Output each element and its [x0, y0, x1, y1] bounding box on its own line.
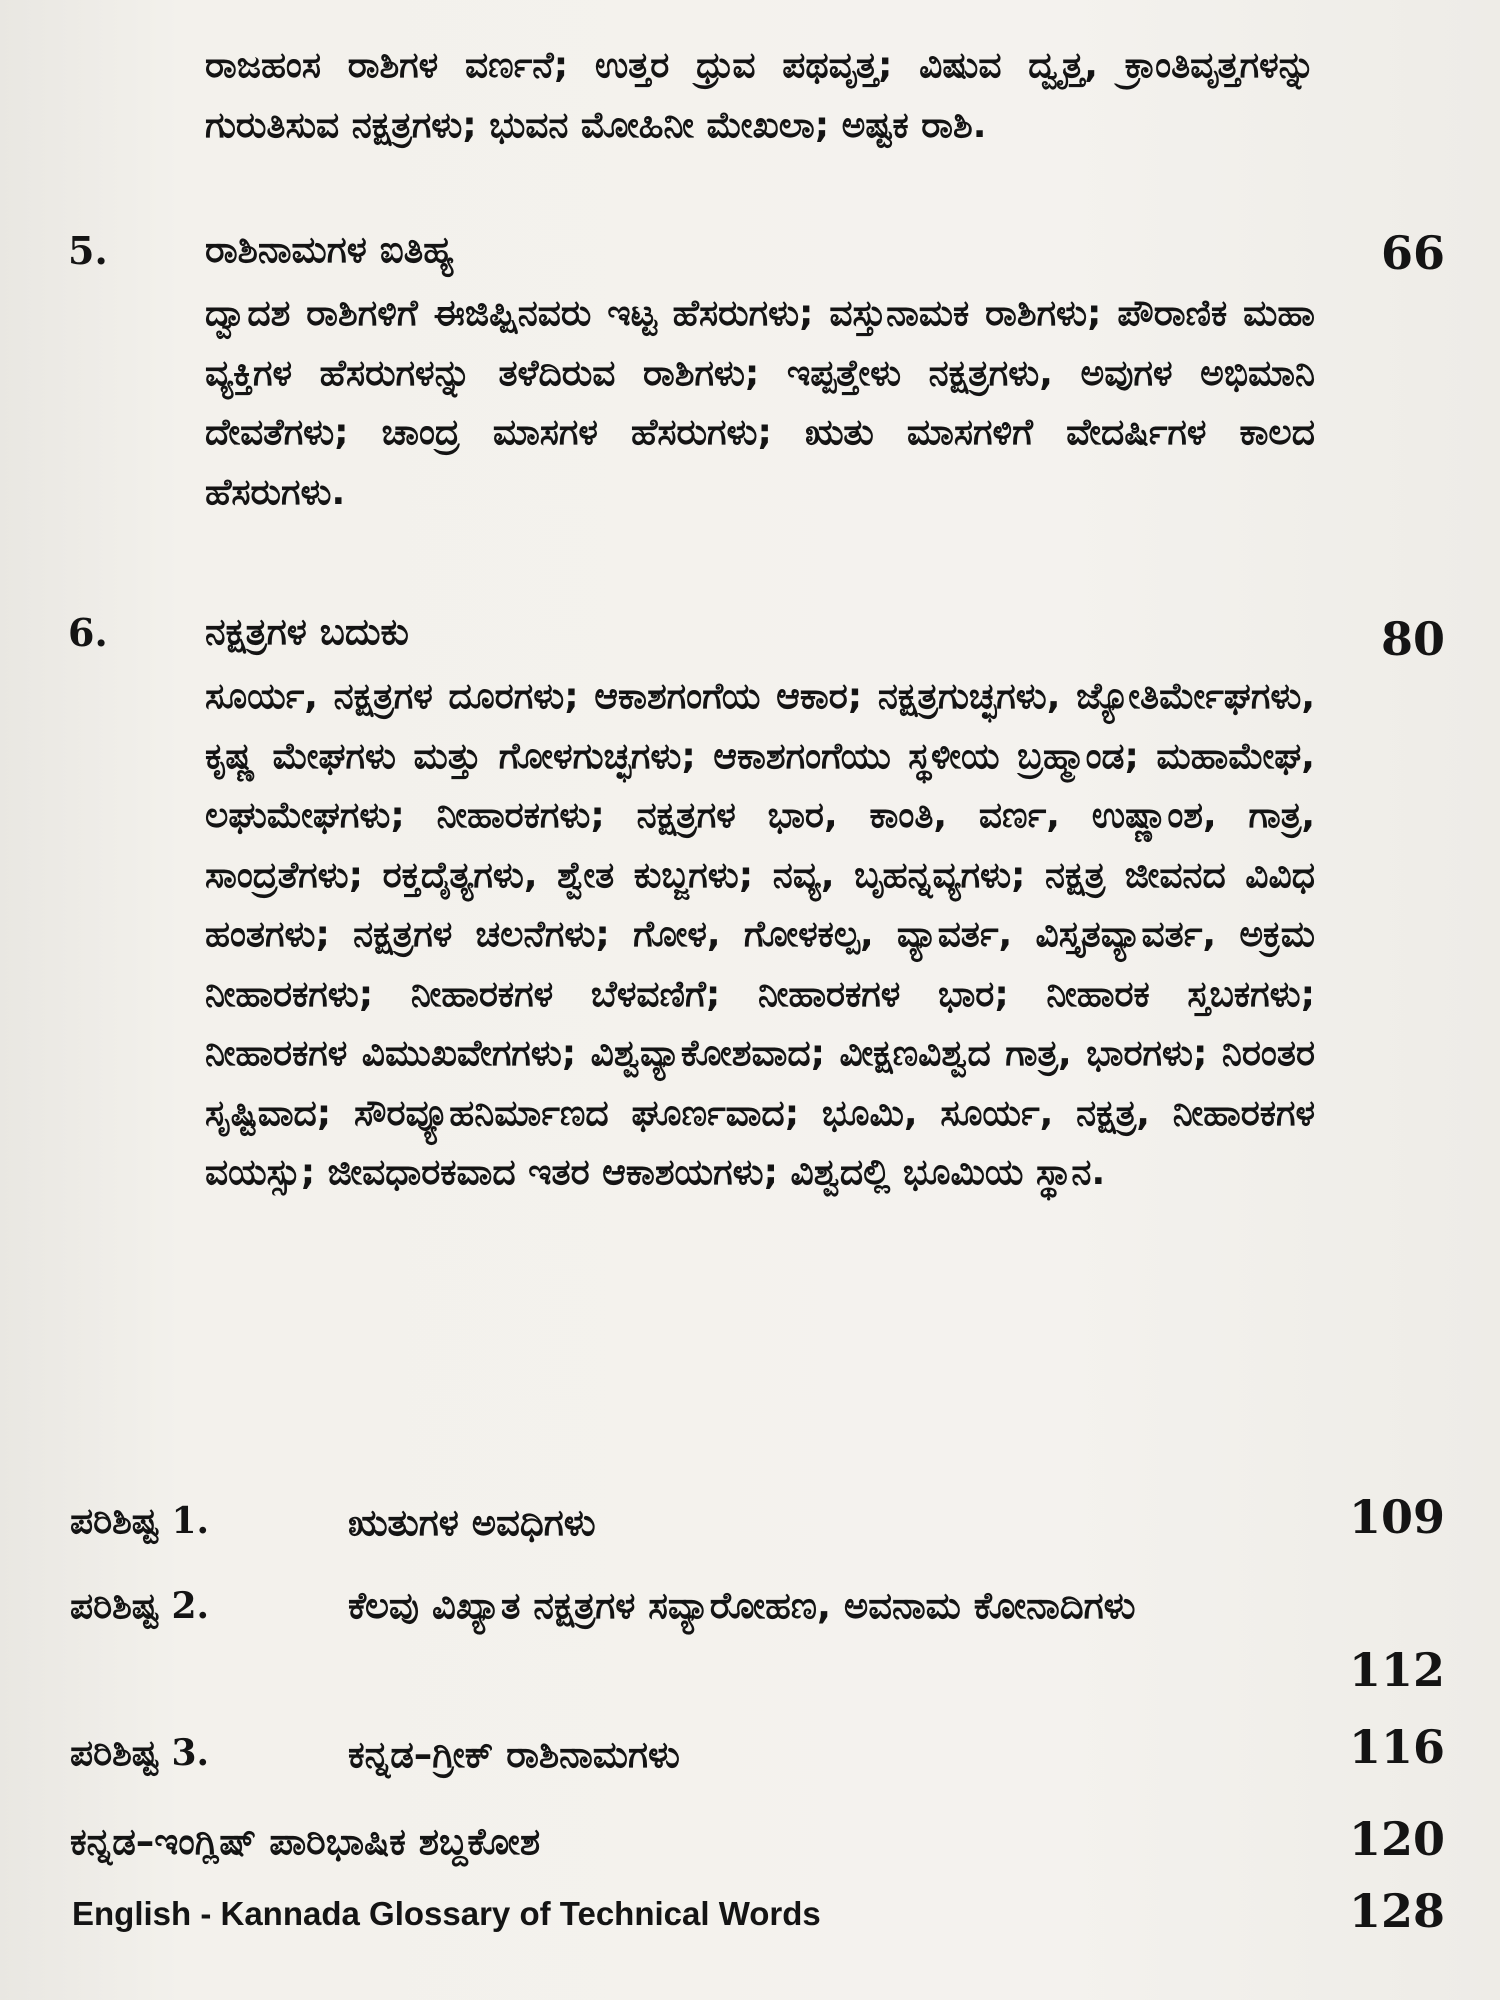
appendix-2-label-number: 2. [171, 1585, 210, 1627]
appendix-3-title: ಕನ್ನಡ–ಗ್ರೀಕ್ ರಾಶಿನಾಮಗಳು [348, 1733, 680, 1776]
chapter-5-title: ರಾಶಿನಾಮಗಳ ಐತಿಹ್ಯ [205, 228, 455, 271]
appendix-1-label-number: 1. [171, 1500, 210, 1542]
appendix-2-page: 112 [1348, 1643, 1445, 1697]
appendix-3-label-word: ಪರಿಶಿಷ್ಟ [70, 1733, 159, 1774]
appendix-2-label [70, 1585, 209, 1628]
glossary-kannada-english-title: ಕನ್ನಡ–ಇಂಗ್ಲಿಷ್ ಪಾರಿಭಾಷಿಕ ಶಬ್ದಕೋಶ [70, 1820, 541, 1863]
glossary-english-kannada-page: 128 [1348, 1884, 1445, 1938]
appendix-2-title: ಕೆಲವು ವಿಖ್ಯಾತ ನಕ್ಷತ್ರಗಳ ಸವ್ಯಾರೋಹಣ, ಅವನಾಮ ಕೋನಾದಿಗಳು [348, 1584, 1136, 1627]
chapter-6-title: ನಕ್ಷತ್ರಗಳ ಬದುಕು [205, 610, 409, 653]
appendix-2-label-word: ಪರಿಶಿಷ್ಟ [70, 1586, 159, 1627]
glossary-kannada-english-page: 120 [1348, 1812, 1445, 1866]
chapter-5-description: ದ್ವಾದಶ ರಾಶಿಗಳಿಗೆ ಈಜಿಪ್ಷಿನವರು ಇಟ್ಟ ಹೆಸರುಗಳು; ವಸ್ತುನಾಮಕ ರಾಶಿಗಳು; ಪೌರಾಣಿಕ ಮಹಾ ವ್ಯಕ್ತಿಗಳ ಹೆಸರುಗಳನ್ನು ತಳೆದಿರುವ ರಾಶಿಗಳು; ಇಪ್ಪತ್ತೇಳು ನಕ್ಷತ್ರಗಳು, ಅವುಗಳ ಅಭಿಮಾನಿ ದೇವತೆಗಳು; ಚಾಂದ್ರ ಮಾಸಗಳ ಹೆಸರುಗಳು; ಋತು ಮಾಸಗಳಿಗೆ ವೇದರ್ಷಿಗಳ ಕಾಲದ ಹೆಸರುಗಳು. [205, 293, 1315, 513]
appendix-3-page: 116 [1348, 1720, 1445, 1774]
appendix-3-label [70, 1732, 209, 1775]
appendix-1-label [70, 1500, 209, 1543]
chapter-5-page: 66 [1380, 226, 1445, 280]
appendix-1-label-word: ಪರಿಶಿಷ್ಟ [70, 1501, 159, 1542]
appendix-1-page: 109 [1348, 1490, 1445, 1544]
appendix-3-label-number: 3. [171, 1732, 210, 1774]
appendix-1-title: ಋತುಗಳ ಅವಧಿಗಳು [348, 1501, 596, 1544]
chapter-5-number: 5. [68, 228, 108, 273]
glossary-english-kannada-title: English - Kannada Glossary of Technical Words [72, 1895, 821, 1932]
chapter-6-number: 6. [68, 610, 108, 655]
chapter-6-page: 80 [1380, 612, 1445, 666]
chapter-6-description: ಸೂರ್ಯ, ನಕ್ಷತ್ರಗಳ ದೂರಗಳು; ಆಕಾಶಗಂಗೆಯ ಆಕಾರ; ನಕ್ಷತ್ರಗುಚ್ಛಗಳು, ಜ್ಯೋತಿರ್ಮೇಘಗಳು, ಕೃಷ್ಣ ಮೇಘಗಳು ಮತ್ತು ಗೋಳಗುಚ್ಛಗಳು; ಆಕಾಶಗಂಗೆಯು ಸ್ಥಳೀಯ ಬ್ರಹ್ಮಾಂಡ; ಮಹಾಮೇಘ, ಲಘುಮೇಘಗಳು; ನೀಹಾರಕಗಳು; ನಕ್ಷತ್ರಗಳ ಭಾರ, ಕಾಂತಿ, ವರ್ಣ, ಉಷ್ಣಾಂಶ, ಗಾತ್ರ, ಸಾಂದ್ರತೆಗಳು; ರಕ್ತದೈತ್ಯಗಳು, ಶ್ವೇತ ಕುಬ್ಜಗಳು; ನವ್ಯ, ಬೃಹನ್ನವ್ಯಗಳು; ನಕ್ಷತ್ರ ಜೀವನದ ವಿವಿಧ ಹಂತಗಳು; ನಕ್ಷತ್ರಗಳ ಚಲನೆಗಳು; ಗೋಳ, ಗೋಳಕಲ್ಪ, ವ್ಯಾವರ್ತ, ವಿಸ್ತೃತವ್ಯಾವರ್ತ, ಅಕ್ರಮ ನೀಹಾರಕಗಳು; ನೀಹಾರಕಗಳ ಬೆಳವಣಿಗೆ; ನೀಹಾರಕಗಳ ಭಾರ; ನೀಹಾರಕ ಸ್ತಬಕಗಳು; ನೀಹಾರಕಗಳ ವಿಮುಖವೇಗಗಳು; ವಿಶ್ವವ್ಯಾಕೋಶವಾದ; ವೀಕ್ಷಣವಿಶ್ವದ ಗಾತ್ರ, ಭಾರಗಳು; ನಿರಂತರ ಸೃಷ್ಟಿವಾದ; ಸೌರವ್ಯೂಹನಿರ್ಮಾಣದ ಘೂರ್ಣವಾದ; ಭೂಮಿ, ಸೂರ್ಯ, ನಕ್ಷತ್ರ, ನೀಹಾರಕಗಳ ವಯಸ್ಸು; ಜೀವಧಾರಕವಾದ ಇತರ ಆಕಾಶಯಗಳು; ವಿಶ್ವದಲ್ಲಿ ಭೂಮಿಯ ಸ್ಥಾನ. [205, 676, 1315, 1193]
chapter-4-description-continued: ರಾಜಹಂಸ ರಾಶಿಗಳ ವರ್ಣನೆ; ಉತ್ತರ ಧ್ರುವ ಪಥವೃತ್ತ; ವಿಷುವ ದ್ವೃತ್ತ, ಕ್ರಾಂತಿವೃತ್ತಗಳನ್ನು ಗುರುತಿಸುವ ನಕ್ಷತ್ರಗಳು; ಭುವನ ಮೋಹಿನೀ ಮೇಖಲಾ; ಅಷ್ಟಕ ರಾಶಿ. [205, 45, 1315, 146]
